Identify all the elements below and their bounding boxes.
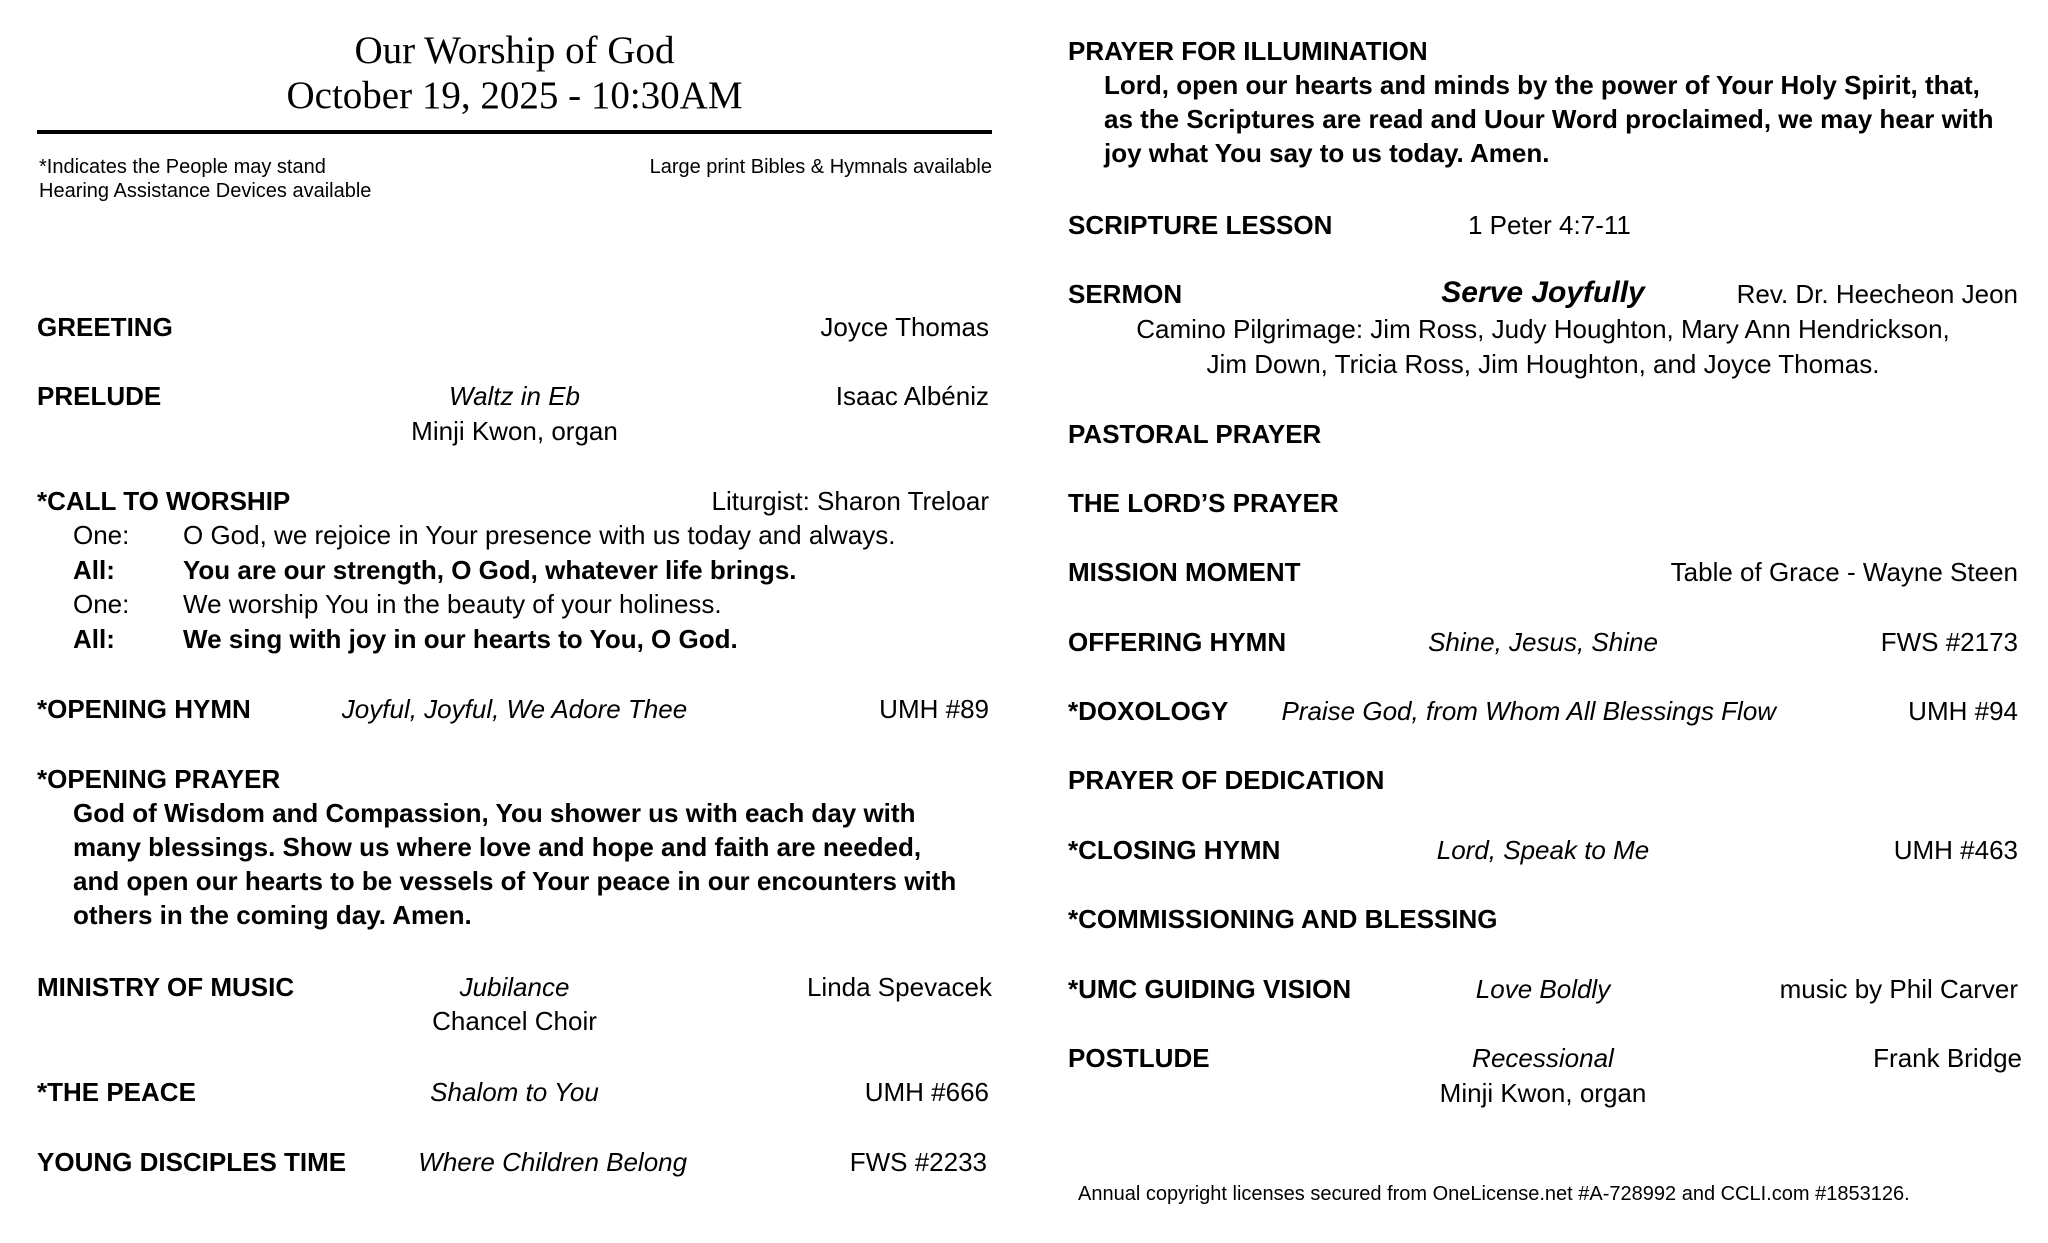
sermon-preacher: Rev. Dr. Heecheon Jeon: [1736, 279, 2018, 309]
mission-moment-detail: Table of Grace - Wayne Steen: [1670, 557, 2018, 587]
litany-text: We worship You in the beauty of your holiness.: [183, 589, 722, 619]
note-hearing: Hearing Assistance Devices available: [39, 180, 372, 202]
guiding-vision-row: [1068, 973, 2018, 1005]
title-divider: [37, 130, 992, 134]
pastoral-prayer-label: PASTORAL PRAYER: [1068, 419, 1322, 449]
note-large-print: Large print Bibles & Hymnals available: [649, 156, 992, 178]
prayer-line: God of Wisdom and Compassion, You shower us with each day with: [73, 798, 916, 828]
prayer-line: joy what You say to us today. Amen.: [1104, 138, 1550, 168]
prelude-row: [37, 380, 992, 412]
offering-hymn-label: OFFERING HYMN: [1068, 627, 1287, 657]
commissioning-row: [1068, 903, 2018, 935]
litany-line: [73, 554, 797, 586]
young-disciples-row: [37, 1146, 992, 1178]
call-to-worship-row: [37, 485, 992, 517]
call-to-worship-label: *CALL TO WORSHIP: [37, 486, 291, 516]
litany-text: We sing with joy in our hearts to You, O God.: [183, 624, 738, 654]
prelude-performer: Minji Kwon, organ: [411, 416, 618, 446]
illumination-text: [1104, 68, 1994, 170]
offering-hymn-row: [1068, 626, 2018, 658]
litany-speaker: All:: [73, 624, 115, 654]
postlude-composer: Frank Bridge: [1873, 1043, 2022, 1073]
scripture-row: [1068, 209, 2018, 241]
opening-hymn-title: Joyful, Joyful, We Adore Thee: [341, 694, 688, 724]
offering-hymn-title: Shine, Jesus, Shine: [1428, 627, 1658, 657]
peace-title: Shalom to You: [430, 1077, 599, 1107]
sermon-note-line2: Jim Down, Tricia Ross, Jim Houghton, and Joyce Thomas.: [1206, 349, 1880, 379]
service-date: October 19, 2025 - 10:30AM: [286, 74, 743, 117]
scripture-reference: 1 Peter 4:7-11: [1468, 210, 1631, 240]
sermon-note-line1: Camino Pilgrimage: Jim Ross, Judy Houghton, Mary Ann Hendrickson,: [1136, 314, 1950, 344]
closing-hymn-row: [1068, 834, 2018, 866]
opening-hymn-number: UMH #89: [879, 694, 989, 724]
litany-line: [73, 623, 738, 655]
postlude-performer: Minji Kwon, organ: [1439, 1078, 1647, 1108]
ministry-of-music-composer: Linda Spevacek: [806, 972, 992, 1002]
prelude-title: Waltz in Eb: [448, 381, 581, 411]
young-disciples-title: Where Children Belong: [418, 1147, 688, 1177]
prayer-line: as the Scriptures are read and Uour Word proclaimed, we may hear with: [1104, 104, 1994, 134]
call-to-worship-leader: Liturgist: Sharon Treloar: [711, 486, 989, 516]
illumination-row: [1068, 35, 2018, 67]
dedication-row: [1068, 764, 2018, 796]
greeting-leader: Joyce Thomas: [820, 312, 989, 342]
greeting-row: [37, 311, 992, 343]
postlude-title: Recessional: [1472, 1043, 1614, 1073]
young-disciples-number: FWS #2233: [849, 1147, 987, 1177]
litany-speaker: All:: [73, 555, 115, 585]
prayer-line: Lord, open our hearts and minds by the power of Your Holy Spirit, that,: [1104, 70, 1980, 100]
closing-hymn-title: Lord, Speak to Me: [1436, 835, 1650, 865]
ministry-of-music-label: MINISTRY OF MUSIC: [37, 972, 295, 1002]
sermon-label: SERMON: [1068, 279, 1183, 309]
illumination-label: PRAYER FOR ILLUMINATION: [1068, 36, 1428, 66]
young-disciples-label: YOUNG DISCIPLES TIME: [37, 1147, 347, 1177]
prelude-label: PRELUDE: [37, 381, 162, 411]
doxology-number: UMH #94: [1908, 696, 2018, 726]
opening-prayer-text: [73, 796, 956, 932]
opening-hymn-label: *OPENING HYMN: [37, 694, 251, 724]
opening-hymn-row: [37, 693, 992, 725]
postlude-label: POSTLUDE: [1068, 1043, 1210, 1073]
peace-label: *THE PEACE: [37, 1077, 196, 1107]
ministry-of-music-row: [37, 971, 992, 1003]
mission-moment-row: [1068, 556, 2018, 588]
closing-hymn-number: UMH #463: [1893, 835, 2018, 865]
peace-number: UMH #666: [864, 1077, 989, 1107]
doxology-title: Praise God, from Whom All Blessings Flow: [1281, 696, 1777, 726]
doxology-label: *DOXOLOGY: [1068, 696, 1229, 726]
page-title: Our Worship of God: [354, 29, 675, 72]
postlude-row: [1068, 1042, 2022, 1074]
sermon-row: [1068, 278, 2018, 312]
guiding-vision-credit: music by Phil Carver: [1779, 974, 2018, 1004]
prayer-line: many blessings. Show us where love and hope and faith are needed,: [73, 832, 922, 862]
mission-moment-label: MISSION MOMENT: [1068, 557, 1301, 587]
opening-prayer-row: [37, 763, 992, 795]
litany-speaker: One:: [73, 520, 130, 550]
copyright-notice: Annual copyright licenses secured from OneLicense.net #A-728992 and CCLI.com #1853126.: [1078, 1183, 1910, 1205]
note-stand: *Indicates the People may stand: [39, 156, 326, 178]
litany-speaker: One:: [73, 589, 130, 619]
scripture-label: SCRIPTURE LESSON: [1068, 210, 1333, 240]
commissioning-label: *COMMISSIONING AND BLESSING: [1068, 904, 1498, 934]
doxology-row: [1068, 695, 2018, 727]
dedication-label: PRAYER OF DEDICATION: [1068, 765, 1385, 795]
closing-hymn-label: *CLOSING HYMN: [1068, 835, 1281, 865]
guiding-vision-label: *UMC GUIDING VISION: [1068, 974, 1352, 1004]
peace-row: [37, 1076, 992, 1108]
opening-prayer-label: *OPENING PRAYER: [37, 764, 281, 794]
greeting-label: GREETING: [37, 312, 173, 342]
prelude-composer: Isaac Albéniz: [835, 381, 989, 411]
litany-line: [73, 588, 722, 620]
pastoral-prayer-row: [1068, 418, 2018, 450]
prayer-line: others in the coming day. Amen.: [73, 900, 472, 930]
litany-line: [73, 519, 896, 551]
sermon-title: Serve Joyfully: [1441, 276, 1645, 309]
prayer-line: and open our hearts to be vessels of Your peace in our encounters with: [73, 866, 957, 896]
lords-prayer-label: THE LORD’S PRAYER: [1068, 488, 1339, 518]
litany-text: O God, we rejoice in Your presence with us today and always.: [183, 520, 896, 550]
litany-text: You are our strength, O God, whatever life brings.: [183, 555, 797, 585]
ministry-of-music-title: Jubilance: [459, 972, 570, 1002]
ministry-of-music-performer: Chancel Choir: [432, 1006, 597, 1036]
guiding-vision-title: Love Boldly: [1475, 974, 1611, 1004]
lords-prayer-row: [1068, 487, 2018, 519]
offering-hymn-number: FWS #2173: [1880, 627, 2018, 657]
